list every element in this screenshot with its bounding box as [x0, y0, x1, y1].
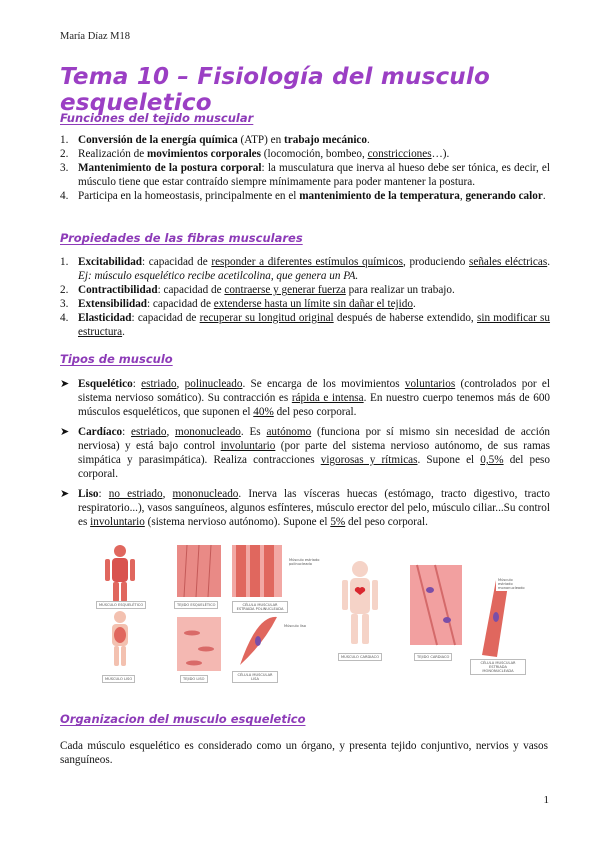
list-propiedades: [60, 255, 550, 339]
list-tipos: [60, 377, 550, 535]
list-item: ➤ Cardíaco: estriado, mononucleado. Es autónomo (funciona por sí mismo sin necesidad de acción nerviosa) y está bajo control involuntario (por parte del sistema nervioso autónomo, de sus ramas simpática y parasimpática). Realiza contracciones vigorosas y rítmicas. Supone el 0,5% del peso corporal.: [60, 425, 551, 480]
caption-celula-mononucleada: CÉLULA MUSCULAR ESTRIADA MONONUCLEADA: [470, 659, 526, 675]
list-item: 1. Conversión de la energía química (ATP) en trabajo mecánico.: [60, 134, 370, 146]
caption-tejido-cardiaco: TEJIDO CARDIACO: [414, 653, 452, 661]
cardiac-cell-icon: [482, 580, 508, 657]
muscle-types-figure: [92, 545, 525, 685]
list-item: 4. Elasticidad: capacidad de recuperar su longitud original después de haberse extendido, sin modificar su estructura.: [60, 312, 551, 338]
author-header: María Díaz M18: [60, 31, 130, 42]
cardiac-body-icon: [342, 561, 378, 644]
cardiac-tissue-icon: [410, 565, 462, 645]
caption-tejido-esqueletico: TEJIDO ESQUELÉTICO: [174, 601, 218, 609]
caption-celula-lisa: CÉLULA MUSCULAR LISA: [232, 671, 278, 683]
heading-funciones: Funciones del tejido muscular: [60, 111, 254, 125]
caption-celula-polinucleada: CÉLULA MUSCULAR ESTRIADA POLINUCLEADA: [232, 601, 288, 613]
caption-musculo-esqueletico: MÚSCULO ESQUELÉTICO: [96, 601, 146, 609]
list-item: 2. Realización de movimientos corporales (locomoción, bombeo, constricciones…).: [60, 148, 450, 160]
arrow-bullet-icon: ➤: [60, 425, 70, 438]
paragraph-organizacion: Cada músculo esquelético es considerado como un órgano, y presenta tejido conjuntivo, nervios y vasos sanguíneos.: [60, 740, 548, 766]
caption-musculo-cardiaco: MÚSCULO CARDIACO: [338, 653, 382, 661]
smooth-body-icon: [112, 611, 128, 666]
list-item: 3. Extensibilidad: capacidad de extenderse hasta un límite sin dañar el tejido.: [60, 298, 416, 310]
list-item: ➤ Esquelético: estriado, polinucleado. Se encarga de los movimientos voluntarios (controlados por el sistema nervioso somático). Su contracción es rápida e intensa. En nuestro cuerpo tenemos más de 600 músculos esqueléticos, que suponen el 40% del peso corporal.: [60, 377, 551, 418]
skeletal-body-icon: [105, 545, 135, 602]
label-musculo-estriado-polinucleado: Músculo estriado polinucleado: [287, 557, 323, 567]
label-musculo-estriado-mononucleado: Músculo estriado mononucleado: [498, 578, 525, 590]
list-item: 3. Mantenimiento de la postura corporal: la musculatura que inerva al hueso debe ser tónica, es decir, el músculo tiene que estar contraído siempre mínimamente para poder mantener la postura.: [60, 162, 550, 188]
page-number: 1: [543, 794, 549, 806]
list-item: 1. Excitabilidad: capacidad de responder a diferentes estímulos químicos, produciendo señales eléctricas. Ej: músculo esquelético recibe acetilcolina, que genera un PA.: [60, 256, 550, 282]
smooth-tissue-icon: [177, 617, 221, 671]
list-item: 4. Participa en la homeostasis, principalmente en el mantenimiento de la temperatura, generando calor.: [60, 190, 546, 202]
list-item: 2. Contractibilidad: capacidad de contraerse y generar fuerza para realizar un trabajo.: [60, 284, 455, 296]
skeletal-cell-icon: [232, 545, 282, 597]
smooth-cell-icon: [240, 617, 277, 665]
list-item: ➤ Liso: no estriado, mononucleado. Inerva las vísceras huecas (estómago, tracto digestivo, tracto respiratorio...), vasos sanguíneos, algunos esfínteres, músculo erector del pelo, músculo ciliar...Su control es involuntario (sistema nervioso autónomo). Supone el 5% del peso corporal.: [60, 487, 551, 528]
arrow-bullet-icon: ➤: [60, 377, 70, 390]
caption-musculo-liso: MÚSCULO LISO: [102, 675, 135, 683]
label-musculo-liso: Músculo liso: [282, 623, 308, 629]
page-title: Tema 10 – Fisiología del musculo esqueletico: [60, 64, 490, 116]
heading-propiedades: Propiedades de las fibras musculares: [60, 231, 303, 245]
list-funciones: [60, 133, 550, 203]
skeletal-tissue-icon: [177, 545, 221, 597]
heading-tipos: Tipos de musculo: [60, 352, 173, 366]
arrow-bullet-icon: ➤: [60, 487, 70, 500]
heading-organizacion: Organizacion del musculo esqueletico: [60, 712, 306, 726]
caption-tejido-liso: TEJIDO LISO: [180, 675, 208, 683]
